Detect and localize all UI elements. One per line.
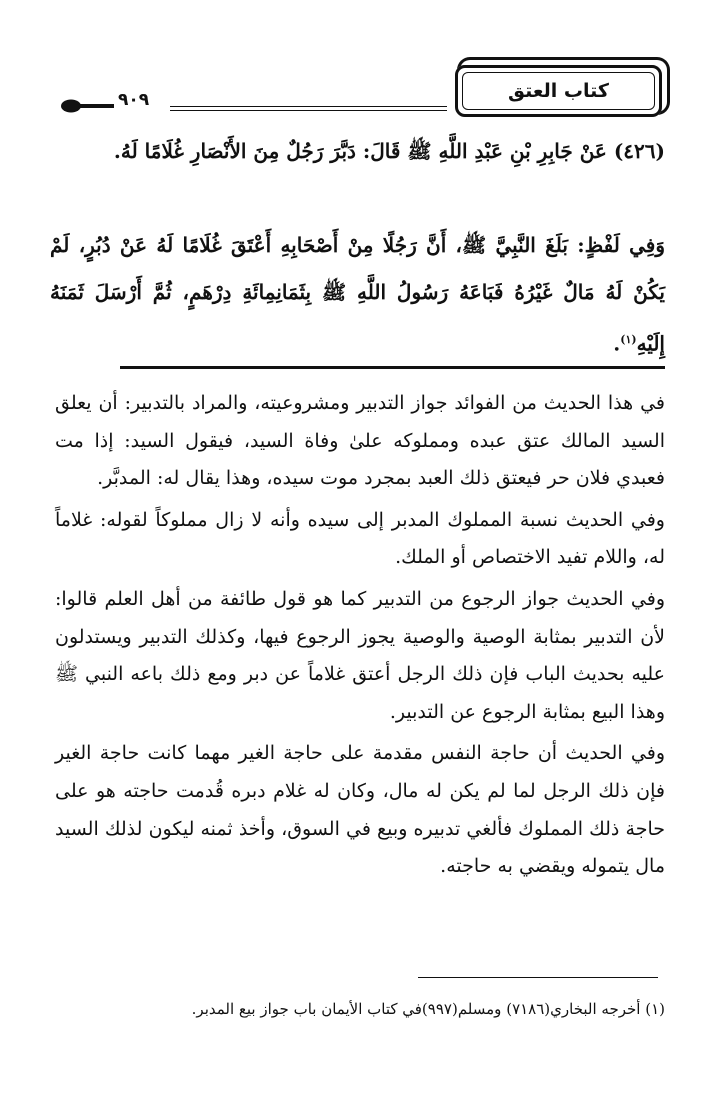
footnote-marker: (١)	[620, 333, 637, 346]
footnote: (١) أخرجه البخاري(٧١٨٦) ومسلم(٩٩٧)في كتاب الأيمان باب جواز بيع المدبر.	[191, 1000, 665, 1018]
commentary-paragraph: وفي الحديث أن حاجة النفس مقدمة على حاجة الغير مهما كانت حاجة الغير فإن ذلك الرجل لما لم يكن له مال، وكان له غلام دبره قُدمت حاجته هو على حاجة ذلك المملوك فألغي تدبيره وبيع في السوق، وأخذ ثمنه ليكون لذلك السيد مال يتموله ويقضي به حاجته.	[55, 742, 665, 878]
commentary-paragraph: وفي الحديث نسبة المملوك المدبر إلى سيده وأنه لا زال مملوكاً لقوله: غلاماً له، واللام تفيد الاختصاص أو الملك.	[55, 508, 665, 569]
chapter-title-box	[455, 65, 662, 117]
hadith-line: وَفِي لَفْظٍ: بَلَغَ النَّبِيَّ ﷺ، أَنَّ رَجُلًا مِنْ أَصْحَابِهِ أَعْتَقَ غُلَامًا لَهُ عَنْ دُبُرٍ، لَمْ يَكُنْ لَهُ مَالٌ غَيْرُهُ فَبَاعَهُ رَسُولُ اللَّهِ ﷺ بِثَمَانِمِائَةِ دِرْهَمٍ، ثُمَّ أَرْسَلَ ثَمَنَهُ إِلَيْهِ	[50, 233, 665, 356]
commentary-paragraph: في هذا الحديث من الفوائد جواز التدبير ومشروعيته، والمراد بالتدبير: أن يعلق السيد المالك عتق عبده ومملوكه علىٰ وفاة السيد، فيقول السيد: إذا مت فعبدي فلان حر فيعتق ذلك العبد بمجرد موت سيده، وهذا يقال له: المدبَّر.	[55, 392, 665, 490]
header-rule	[170, 106, 447, 111]
chapter-title: كتاب العتق	[462, 72, 655, 110]
hadith-variant	[50, 222, 665, 368]
hadith-line: (٤٢٦) عَنْ جَابِرِ بْنِ عَبْدِ اللَّهِ ﷺ قَالَ: دَبَّرَ رَجُلٌ مِنَ الأَنْصَارِ غُلَامًا لَهُ.	[113, 139, 665, 163]
page-number: ٩٠٩	[118, 90, 150, 110]
hadith-line-end: .	[613, 331, 621, 356]
ornament-icon	[60, 99, 114, 113]
section-divider	[120, 366, 665, 369]
hadith-text	[50, 128, 665, 175]
footnote-rule	[418, 977, 658, 978]
commentary	[55, 385, 665, 890]
commentary-paragraph: وفي الحديث جواز الرجوع من التدبير كما هو قول طائفة من أهل العلم قالوا: لأن التدبير بمثابة الوصية والوصية يجوز الرجوع فيها، وكذلك التدبير ويستدلون عليه بحديث الباب فإن ذلك الرجل أعتق غلاماً عن دبر ومع ذلك باعه النبي ﷺ وهذا البيع بمثابة الرجوع عن التدبير.	[55, 587, 665, 723]
